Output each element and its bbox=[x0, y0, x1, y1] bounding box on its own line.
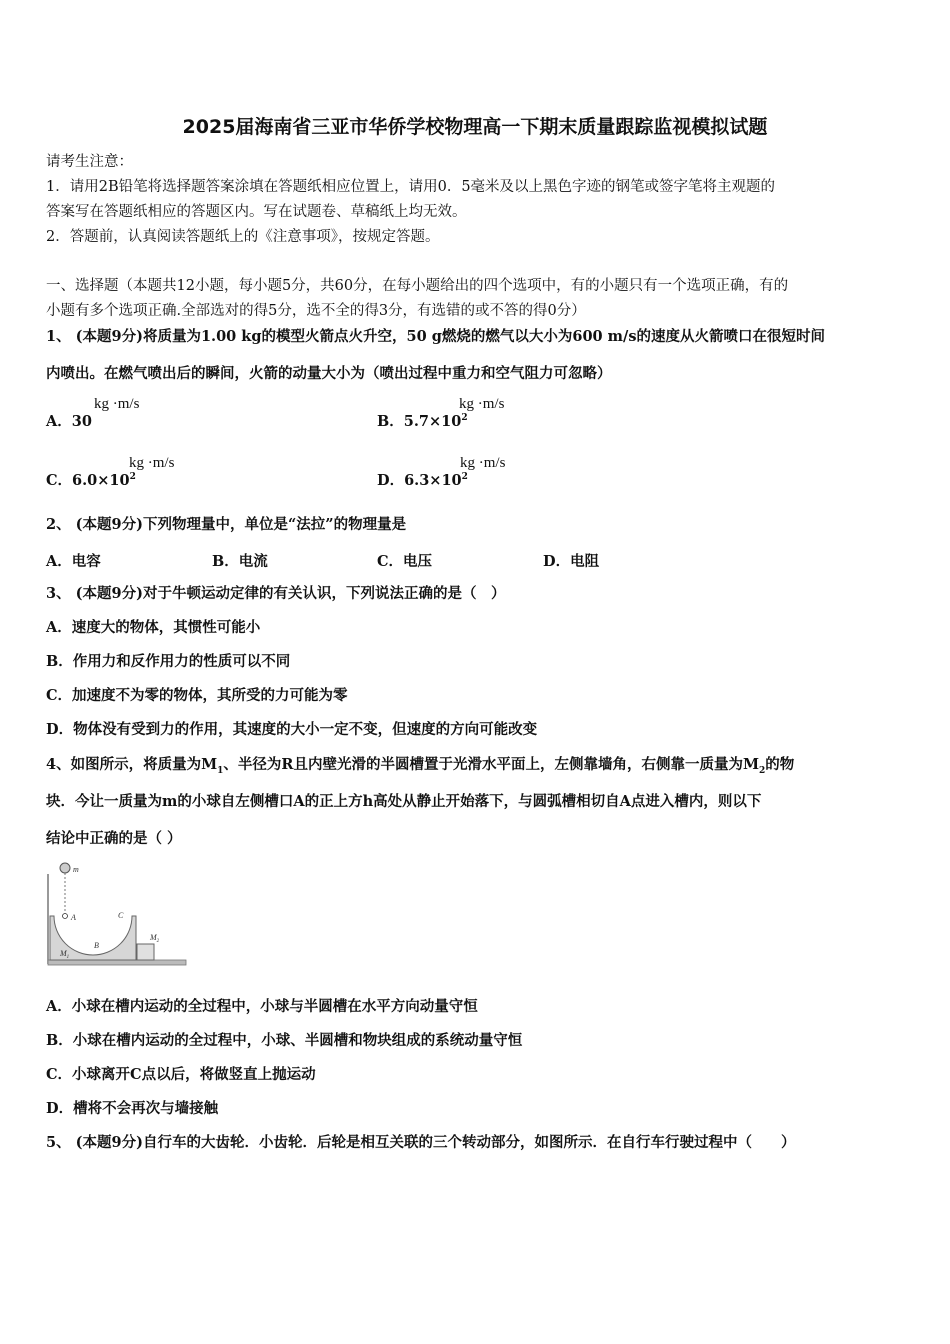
q5-stem: 5、 (本题9分)自行车的大齿轮．小齿轮．后轮是相互关联的三个转动部分，如图所示．在自行车行驶过程中（ ） bbox=[46, 1134, 796, 1151]
notice-item-2: 2．答题前，认真阅读答题纸上的《注意事项》，按规定答题。 bbox=[46, 229, 440, 245]
q1-stem-1: 1、 (本题9分)将质量为1.00 kg的模型火箭点火升空，50 g燃烧的燃气以大小为600 m/s的速度从火箭喷口在很短时间 bbox=[46, 328, 825, 345]
label-c: C bbox=[118, 911, 124, 920]
q1-option-a: A．30 bbox=[46, 413, 92, 430]
q3-option-a: A．速度大的物体，其惯性可能小 bbox=[46, 619, 261, 636]
notice-heading: 请考生注意： bbox=[46, 154, 133, 170]
block-m2 bbox=[137, 944, 154, 960]
label-m1: $M_1$ bbox=[60, 949, 70, 960]
q4-option-d: D．槽将不会再次与墙接触 bbox=[46, 1100, 219, 1117]
q4-figure-semicircle-groove bbox=[44, 858, 190, 970]
q1-option-c: C．$6.0\times 10^2$ bbox=[46, 472, 136, 489]
q3-option-d: D．物体没有受到力的作用，其速度的大小一定不变，但速度的方向可能改变 bbox=[46, 721, 538, 738]
q1-option-d-unit: kg ·m/s bbox=[460, 455, 506, 471]
q3-option-c: C．加速度不为零的物体，其所受的力可能为零 bbox=[46, 687, 348, 704]
label-a: A bbox=[71, 913, 76, 922]
section-heading-1: 一、选择题（本题共12小题，每小题5分，共60分，在每小题给出的四个选项中，有的小题只有一个选项正确，有的 bbox=[46, 278, 789, 294]
q4-stem-3: 结论中正确的是（ ） bbox=[46, 830, 182, 847]
q2-option-d: D．电阻 bbox=[543, 553, 600, 570]
label-m2: $M_2$ bbox=[150, 933, 160, 944]
label-m: m bbox=[73, 865, 79, 874]
label-b: B bbox=[94, 941, 99, 950]
q4-option-c: C．小球离开C点以后，将做竖直上抛运动 bbox=[46, 1066, 316, 1083]
q1-option-a-unit: kg ·m/s bbox=[94, 396, 140, 412]
q4-stem-1: 4、如图所示，将质量为$M_1$、半径为R且内壁光滑的半圆槽置于光滑水平面上，左侧靠墙角，右侧靠一质量为$M_2$的物 bbox=[46, 756, 795, 776]
point-a-marker bbox=[63, 914, 68, 919]
q2-option-c: C．电压 bbox=[377, 553, 433, 570]
q1-option-b-unit: kg ·m/s bbox=[459, 396, 505, 412]
q1-option-d: D．$6.3\times 10^2$ bbox=[377, 472, 468, 489]
page-title: 2025届海南省三亚市华侨学校物理高一下期末质量跟踪监视模拟试题 bbox=[182, 116, 768, 138]
q1-option-c-unit: kg ·m/s bbox=[129, 455, 175, 471]
q1-stem-2: 内喷出。在燃气喷出后的瞬间，火箭的动量大小为（喷出过程中重力和空气阻力可忽略） bbox=[46, 365, 612, 382]
q4-option-b: B．小球在槽内运动的全过程中，小球、半圆槽和物块组成的系统动量守恒 bbox=[46, 1032, 523, 1049]
ball-m bbox=[60, 863, 70, 873]
floor bbox=[48, 960, 186, 965]
q3-stem: 3、 (本题9分)对于牛顿运动定律的有关认识，下列说法正确的是（ ） bbox=[46, 585, 506, 602]
q2-stem: 2、 (本题9分)下列物理量中，单位是“法拉”的物理量是 bbox=[46, 516, 407, 533]
q1-option-b: B．$5.7\times 10^2$ bbox=[377, 413, 468, 430]
q4-stem-2: 块．今让一质量为m的小球自左侧槽口A的正上方h高处从静止开始落下，与圆弧槽相切自A点进入槽内，则以下 bbox=[46, 793, 762, 810]
section-heading-2: 小题有多个选项正确.全部选对的得5分，选不全的得3分，有选错的或不答的得0分） bbox=[46, 303, 586, 319]
notice-item-1b: 答案写在答题纸相应的答题区内。写在试题卷、草稿纸上均无效。 bbox=[46, 204, 467, 220]
q2-option-a: A．电容 bbox=[46, 553, 101, 570]
q4-option-a: A．小球在槽内运动的全过程中，小球与半圆槽在水平方向动量守恒 bbox=[46, 998, 478, 1015]
notice-item-1a: 1．请用2B铅笔将选择题答案涂填在答题纸相应位置上，请用0．5毫米及以上黑色字迹的钢笔或签字笔将主观题的 bbox=[46, 179, 776, 195]
q2-option-b: B．电流 bbox=[212, 553, 268, 570]
q3-option-b: B．作用力和反作用力的性质可以不同 bbox=[46, 653, 291, 670]
